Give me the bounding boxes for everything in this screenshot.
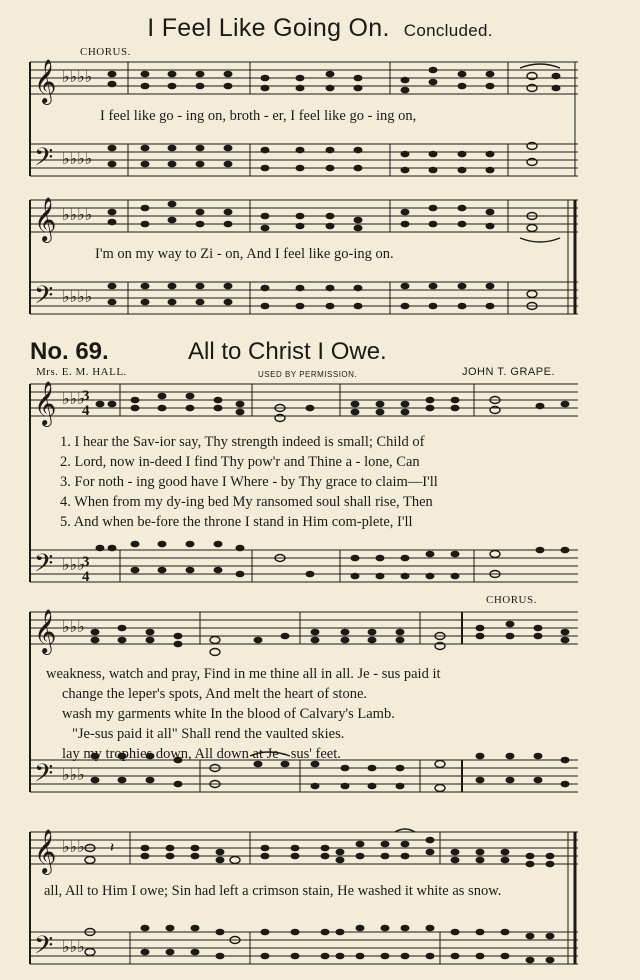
svg-text:♭♭♭: ♭♭♭ xyxy=(62,391,85,408)
svg-text:𝄢: 𝄢 xyxy=(34,760,54,793)
verse-5-line-2: lay my trophies down, All down at Je - sus' feet. xyxy=(62,746,341,762)
svg-text:𝄢: 𝄢 xyxy=(34,282,54,315)
top-lyric-line-1: I feel like go - ing on, broth - er, I feel like go - ing on, xyxy=(100,108,417,124)
svg-text:𝄽: 𝄽 xyxy=(110,841,115,856)
verse-2-line-2: change the leper's spots, And melt the heart of stone. xyxy=(62,686,368,702)
verse-3-line-1: 3. For noth - ing good have I Where - by Thy grace to claim—I'll xyxy=(60,474,438,490)
hymn-system-3 xyxy=(0,826,640,980)
top-hymn-title xyxy=(0,14,640,43)
hymn-author: Mrs. E. M. HALL. xyxy=(36,366,127,378)
verse-3-line-2: wash my garments white In the blood of Calvary's Lamb. xyxy=(62,706,395,722)
verse-4-line-1: 4. When from my dy-ing bed My ransomed soul shall rise, Then xyxy=(60,494,433,510)
svg-text:𝄞: 𝄞 xyxy=(34,383,57,425)
permission-note: USED BY PERMISSION. xyxy=(258,370,358,379)
verse-5-line-1: 5. And when be-fore the throne I stand in Him com-plete, I'll xyxy=(60,514,413,530)
svg-text:3: 3 xyxy=(82,554,90,570)
svg-text:4: 4 xyxy=(82,569,90,585)
svg-text:♭♭♭: ♭♭♭ xyxy=(62,619,85,636)
verse-1-line-2: weakness, watch and pray, Find in me thine all in all. Je - sus paid it xyxy=(46,666,441,682)
svg-text:♭♭♭♭: ♭♭♭♭ xyxy=(62,289,93,306)
chorus-lyric: all, All to Him I owe; Sin had left a crimson stain, He washed it white as snow. xyxy=(44,883,502,899)
verse-4-line-2: "Je-sus paid it all" Shall rend the vaulted skies. xyxy=(72,726,345,742)
svg-text:♭♭♭: ♭♭♭ xyxy=(62,839,85,856)
verse-2-line-1: 2. Lord, now in-deed I find Thy pow'r and Thine a - lone, Can xyxy=(60,454,420,470)
verse-1-line-1: 1. I hear the Sav-ior say, Thy strength indeed is small; Child of xyxy=(60,434,425,450)
svg-text:𝄢: 𝄢 xyxy=(34,932,54,965)
svg-text:𝄞: 𝄞 xyxy=(34,199,57,241)
svg-text:𝄞: 𝄞 xyxy=(34,611,57,653)
hymn-title: All to Christ I Owe. xyxy=(188,338,387,365)
top-hymn-suffix: Concluded. xyxy=(403,21,493,40)
svg-text:𝄞: 𝄞 xyxy=(34,59,57,103)
hymn-number: No. 69. xyxy=(30,338,109,365)
hymn-chorus-label: CHORUS. xyxy=(486,594,537,606)
svg-text:𝄢: 𝄢 xyxy=(34,550,54,583)
top-chorus-label: CHORUS. xyxy=(80,46,131,58)
svg-text:♭♭♭: ♭♭♭ xyxy=(62,557,85,574)
svg-text:𝄢: 𝄢 xyxy=(34,143,54,178)
svg-text:♭♭♭: ♭♭♭ xyxy=(62,939,85,956)
svg-text:♭♭♭♭: ♭♭♭♭ xyxy=(62,151,93,168)
svg-text:♭♭♭♭: ♭♭♭♭ xyxy=(62,69,93,86)
svg-text:♭♭♭: ♭♭♭ xyxy=(62,767,85,784)
svg-text:3: 3 xyxy=(82,388,90,404)
top-hymn-title-text: I Feel Like Going On. xyxy=(147,14,390,42)
top-lyric-line-2: I'm on my way to Zi - on, And I feel like go-ing on. xyxy=(95,246,394,262)
svg-text:𝄞: 𝄞 xyxy=(34,831,57,873)
svg-text:4: 4 xyxy=(82,403,90,419)
hymn-composer: JOHN T. GRAPE. xyxy=(462,366,555,378)
svg-text:♭♭♭♭: ♭♭♭♭ xyxy=(62,207,93,224)
